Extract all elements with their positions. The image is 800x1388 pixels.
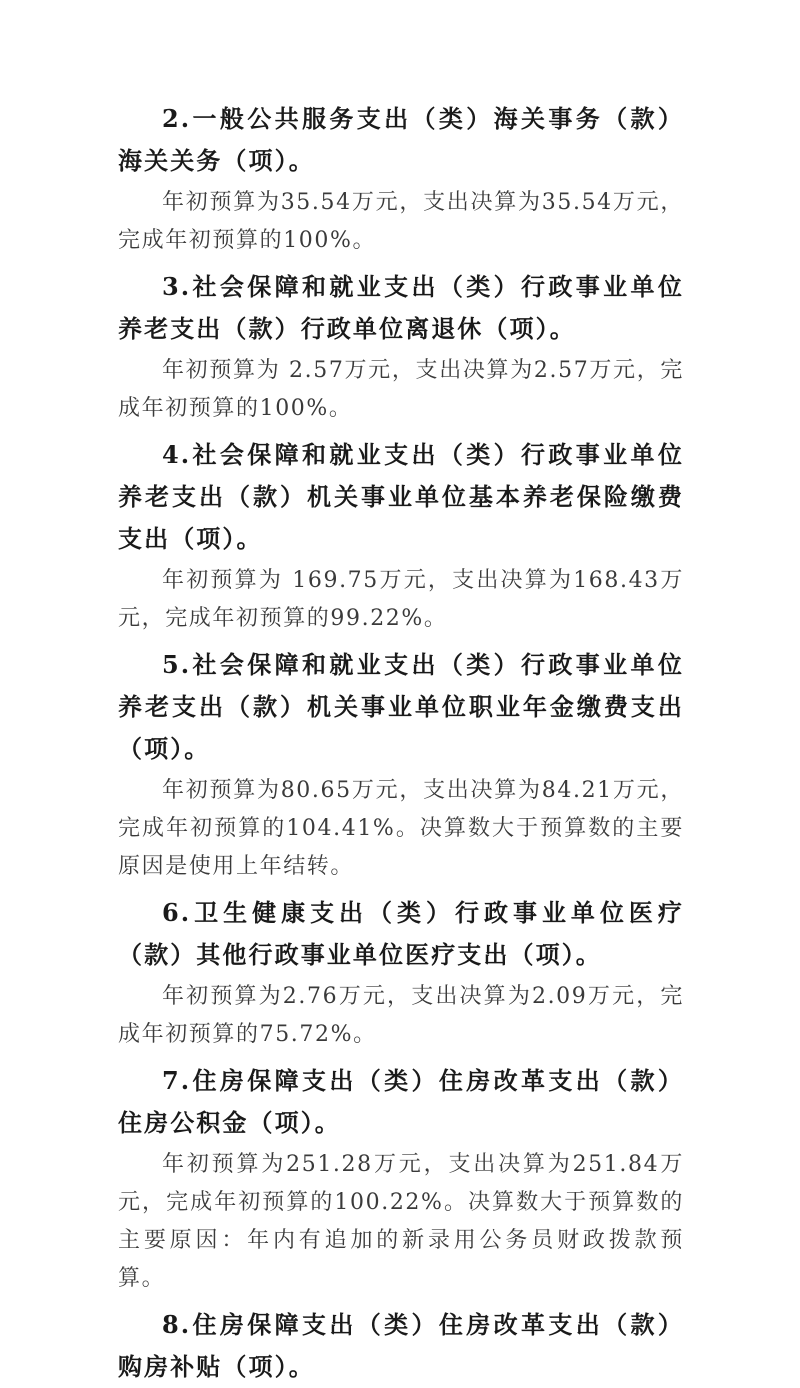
section-7-body: 年初预算为251.28万元，支出决算为251.84万元，完成年初预算的100.22%。决算数大于预算数的主要原因：年内有追加的新录用公务员财政拨款预算。: [118, 1152, 684, 1291]
section-2-body: 年初预算为35.54万元，支出决算为35.54万元，完成年初预算的100%。: [118, 190, 684, 253]
section-4-body: 年初预算为 169.75万元，支出决算为168.43万元，完成年初预算的99.22%。: [118, 568, 684, 631]
section-3-heading: 3.社会保障和就业支出（类）行政事业单位养老支出（款）行政单位离退休（项）。: [118, 272, 684, 343]
section-7-heading: 7.住房保障支出（类）住房改革支出（款）住房公积金（项）。: [118, 1066, 684, 1137]
document-page: [118, 98, 684, 1388]
section-4-heading: 4.社会保障和就业支出（类）行政事业单位养老支出（款）机关事业单位基本养老保险缴费支出（项）。: [118, 440, 684, 553]
section-5-body: 年初预算为80.65万元，支出决算为84.21万元，完成年初预算的104.41%。决算数大于预算数的主要原因是使用上年结转。: [118, 778, 684, 879]
section-2-heading: 2.一般公共服务支出（类）海关事务（款）海关关务（项）。: [118, 104, 684, 175]
section-5-heading: 5.社会保障和就业支出（类）行政事业单位养老支出（款）机关事业单位职业年金缴费支出（项）。: [118, 650, 684, 763]
section-6-heading: 6.卫生健康支出（类）行政事业单位医疗（款）其他行政事业单位医疗支出（项）。: [118, 898, 684, 969]
section-3-body: 年初预算为 2.57万元，支出决算为2.57万元，完成年初预算的100%。: [118, 358, 684, 421]
section-6-body: 年初预算为2.76万元，支出决算为2.09万元，完成年初预算的75.72%。: [118, 984, 684, 1047]
section-8-heading: 8.住房保障支出（类）住房改革支出（款）购房补贴（项）。: [118, 1310, 684, 1381]
